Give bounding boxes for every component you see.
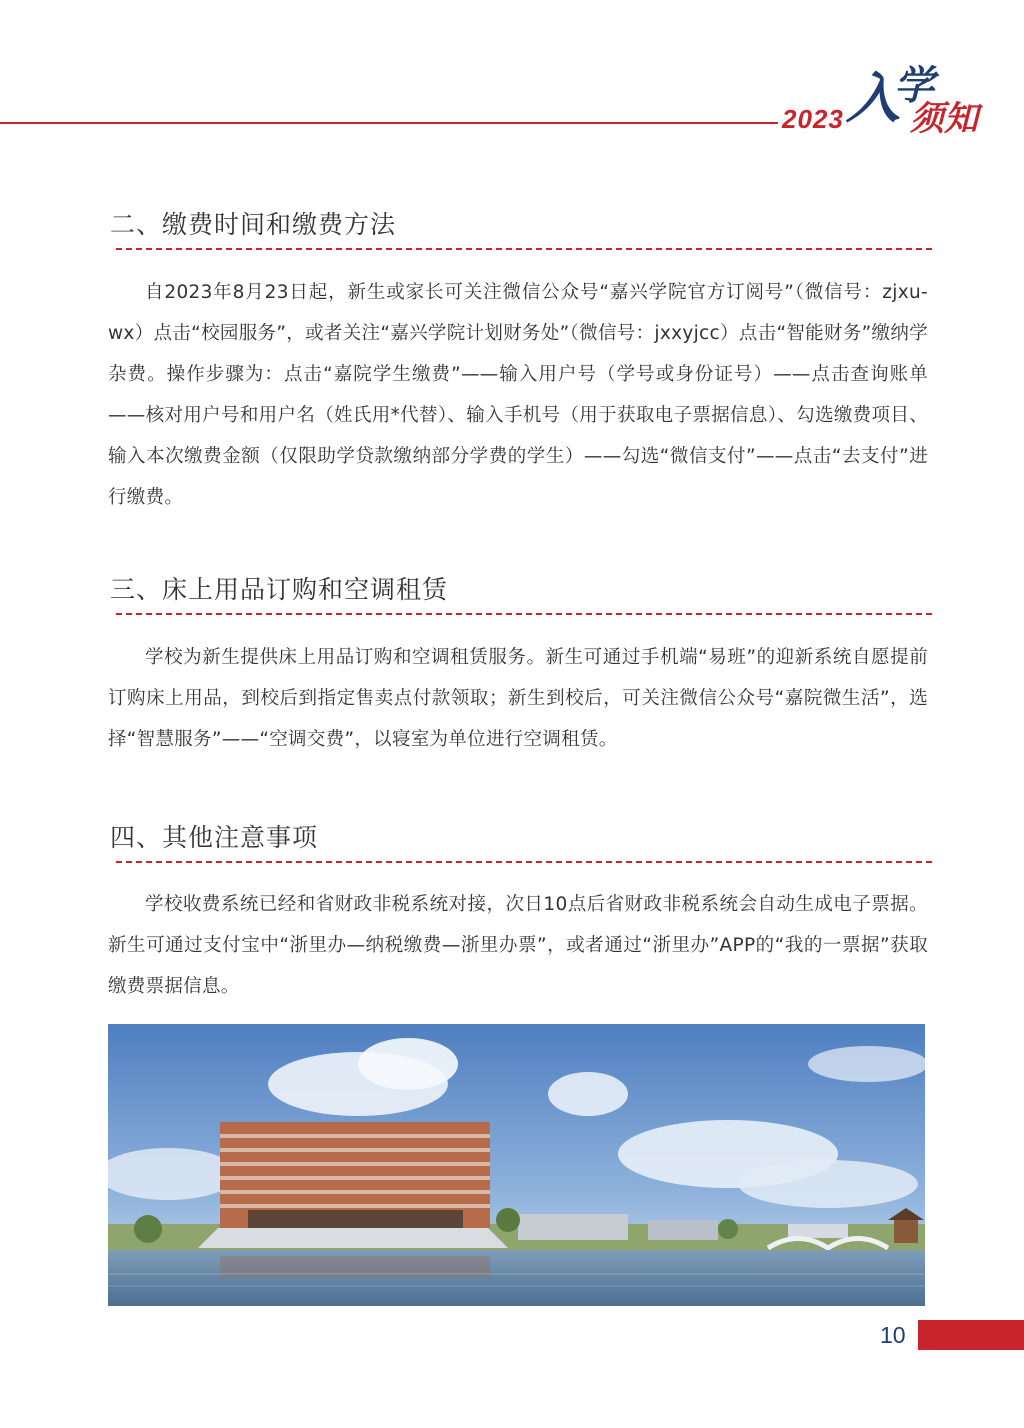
page-number-bar — [918, 1320, 1024, 1350]
brand-title-xuzhi: 须知 — [910, 99, 978, 139]
section-body-notes: 学校收费系统已经和省财政非税系统对接，次日10点后省财政非税系统会自动生成电子票据。新生可通过支付宝中“浙里办—纳税缴费—浙里办票”，或者通过“浙里办”APP的“我的一票据”获取缴费票据信息。 — [108, 894, 928, 997]
page-number: 10 — [880, 1322, 906, 1348]
header-rule — [0, 122, 778, 124]
section-divider — [116, 861, 932, 863]
section-title-payment: 二、缴费时间和缴费方法 — [110, 210, 397, 239]
section-title-notes: 四、其他注意事项 — [110, 823, 319, 852]
campus-photo — [108, 1024, 925, 1306]
brand-logo — [782, 63, 992, 146]
section-divider — [116, 613, 932, 615]
section-body-bedding: 学校为新生提供床上用品订购和空调租赁服务。新生可通过手机端“易班”的迎新系统自愿提前订购床上用品，到校后到指定售卖点付款领取；新生到校后，可关注微信公众号“嘉院微生活”，选择“智慧服务”——“空调交费”，以寝室为单位进行空调租赁。 — [108, 647, 928, 750]
brand-year: 2023 — [782, 104, 844, 134]
brand-title-ru: 入 — [846, 67, 900, 130]
section-body-payment: 自2023年8月23日起，新生或家长可关注微信公众号“嘉兴学院官方订阅号”（微信号：zjxu-wx）点击“校园服务”，或者关注“嘉兴学院计划财务处”（微信号：jxxyjcc）点击“智能财务”缴纳学杂费。操作步骤为：点击“嘉院学生缴费”——输入用户号（学号或身份证号）——点击查询账单——核对用户号和用户名（姓氏用*代替）、输入手机号（用于获取电子票据信息）、勾选缴费项目、输入本次缴费金额（仅限助学贷款缴纳部分学费的学生）——勾选“微信支付”——点击“去支付”进行缴费。 — [108, 282, 928, 508]
section-title-bedding: 三、床上用品订购和空调租赁 — [110, 575, 449, 604]
brand-title-xue: 学 — [894, 63, 934, 109]
section-divider — [116, 248, 932, 250]
